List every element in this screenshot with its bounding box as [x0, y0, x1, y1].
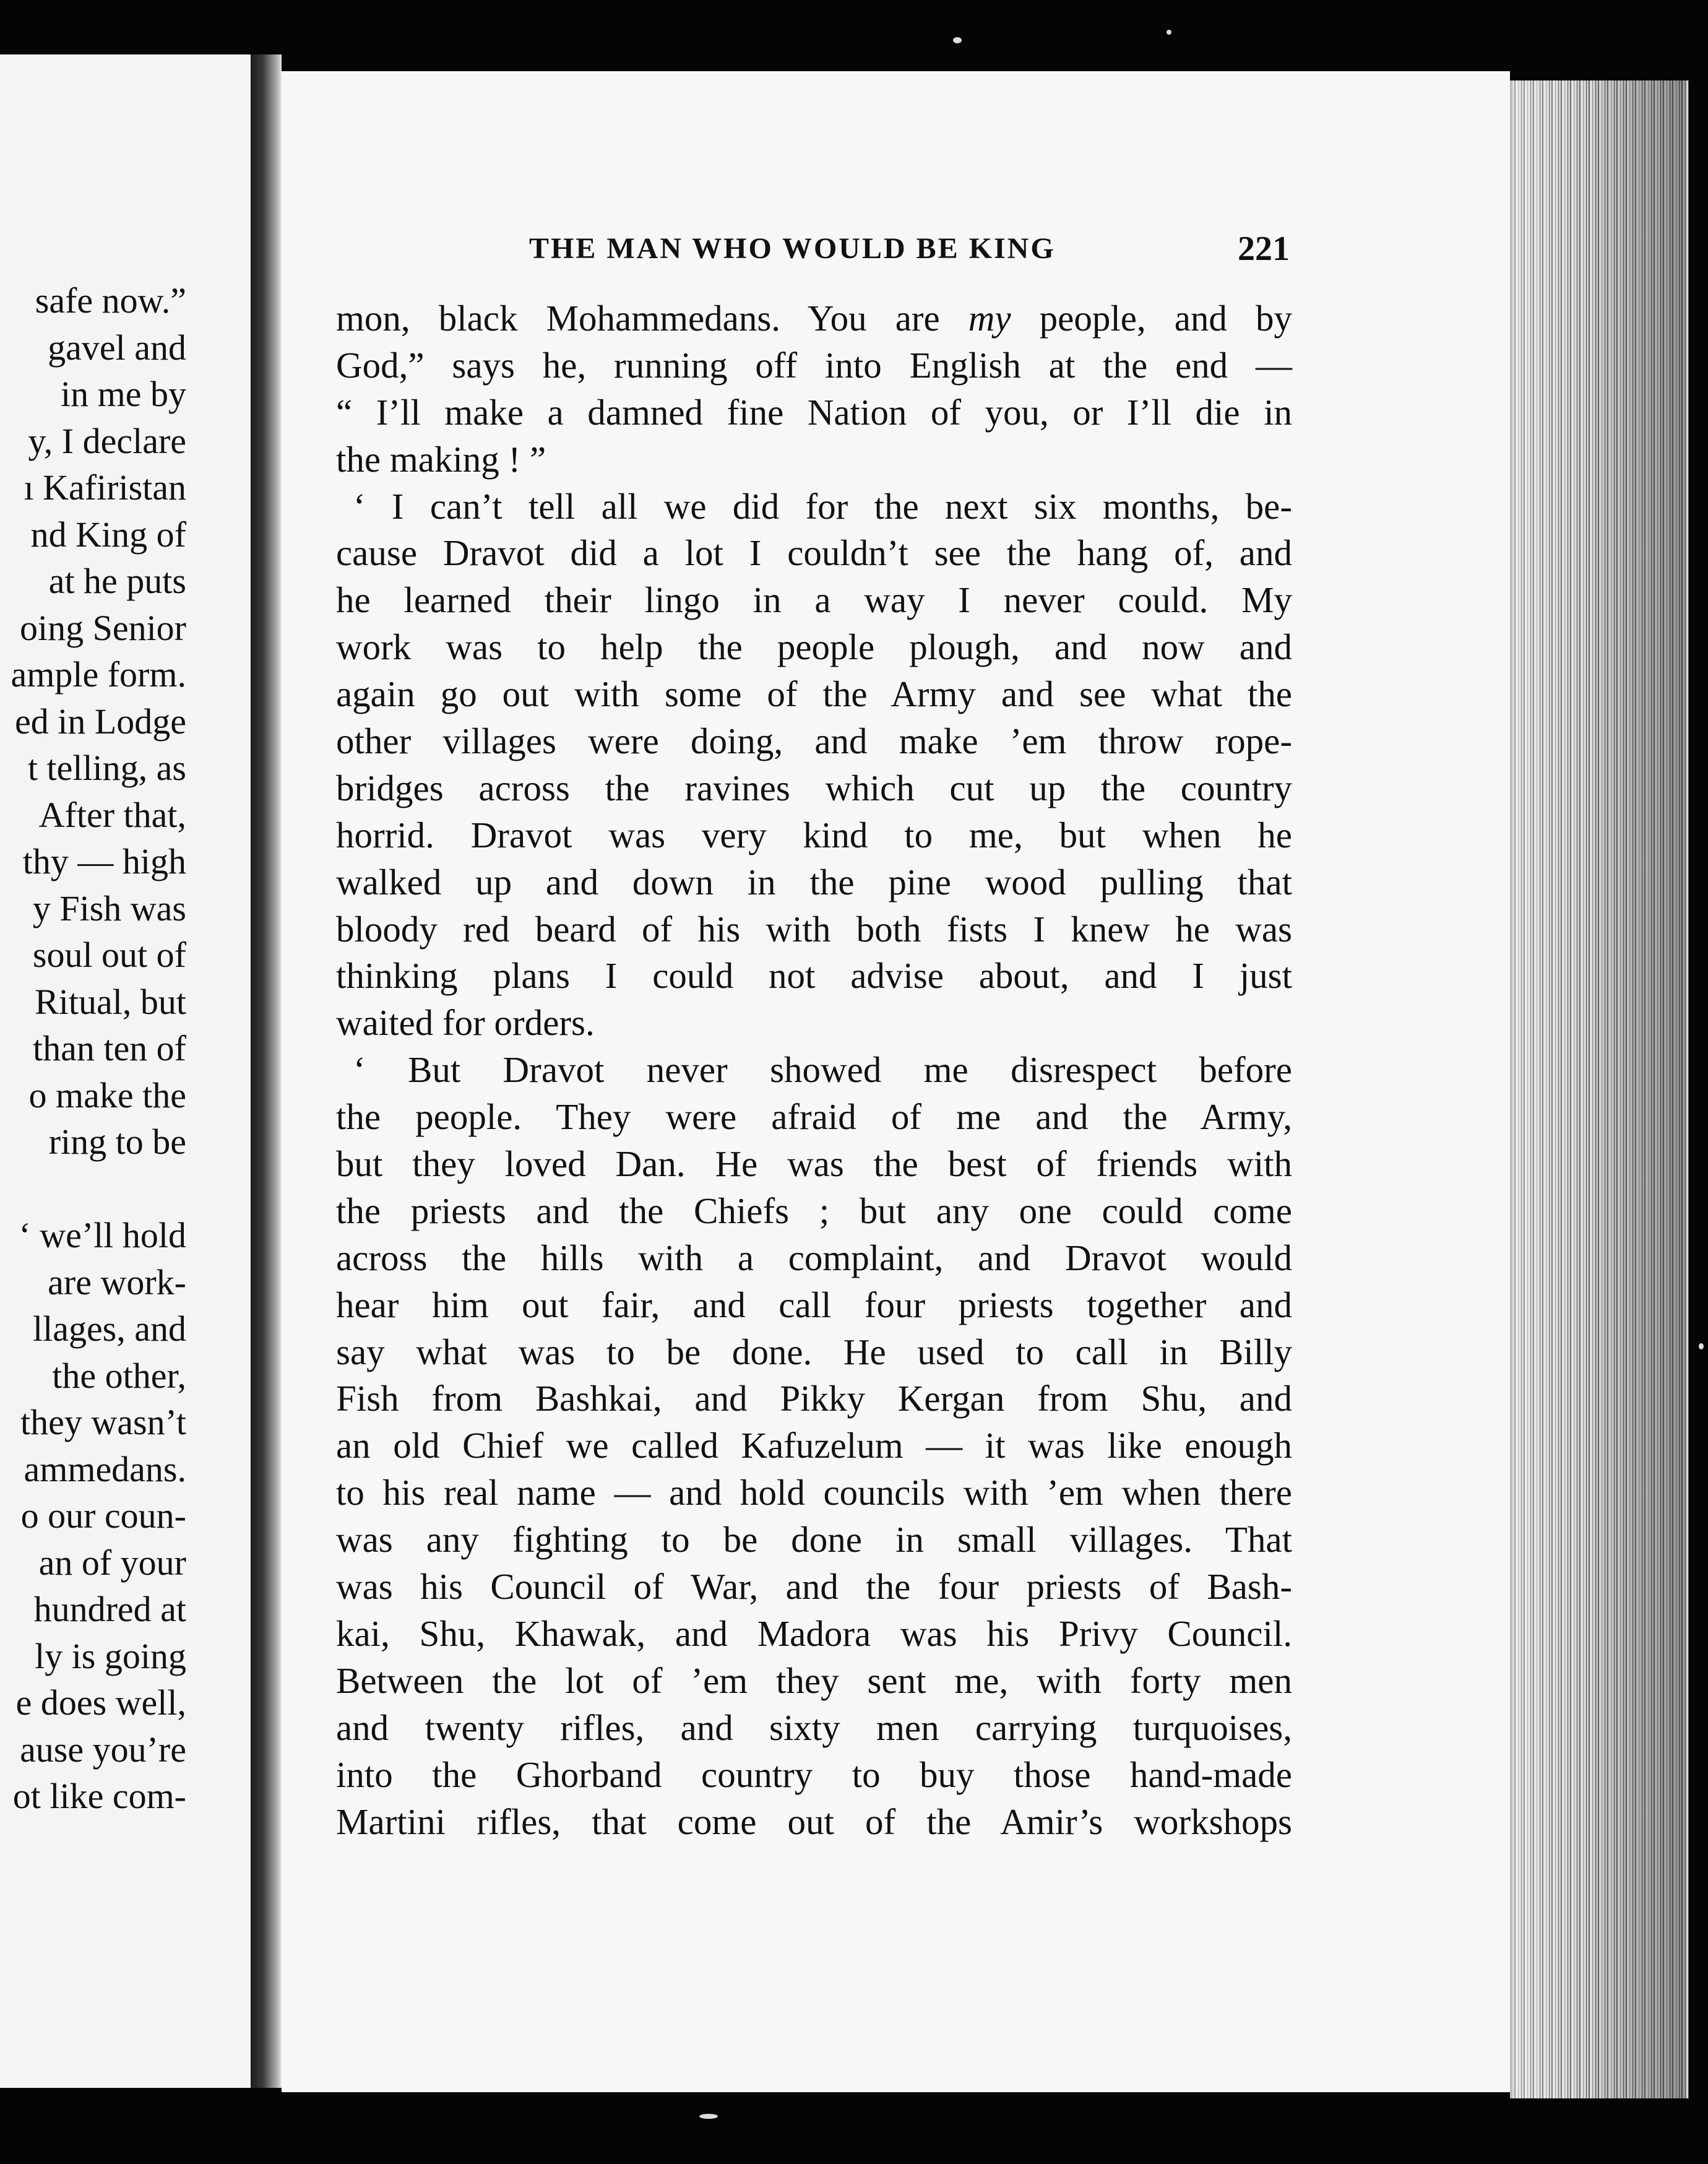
- page-number: 221: [1238, 230, 1290, 268]
- text-line: God,” says he, running off into English at the end —: [336, 344, 1292, 386]
- facing-line: y Fish was: [32, 888, 186, 928]
- text-line: across the hills with a complaint, and Dravot would: [336, 1237, 1292, 1278]
- facing-line: oing Senior: [19, 607, 186, 648]
- scan-speck: [699, 2114, 718, 2119]
- text-line: ‘ But Dravot never showed me disrespect before: [353, 1049, 1292, 1091]
- facing-page-text: [0, 277, 186, 1820]
- text-line: Between the lot of ’em they sent me, with forty men: [336, 1660, 1292, 1701]
- facing-line: ı Kafiristan: [24, 467, 186, 508]
- facing-line: hundred at: [33, 1589, 186, 1629]
- text-line: waited for orders.: [336, 1002, 595, 1044]
- facing-line: o our coun-: [20, 1495, 186, 1536]
- facing-line: ‘ we’ll hold: [19, 1215, 186, 1255]
- scan-speck: [953, 37, 962, 43]
- text-line: the priests and the Chiefs ; but any one could come: [336, 1190, 1292, 1231]
- text-line: and twenty rifles, and sixty men carrying turquoises,: [336, 1707, 1292, 1748]
- facing-line: an of your: [38, 1542, 186, 1583]
- text-line: was his Council of War, and the four priests of Bash-: [336, 1566, 1292, 1608]
- text-line: walked up and down in the pine wood pulling that: [336, 861, 1292, 902]
- facing-line: y, I declare: [28, 420, 186, 461]
- facing-line: safe now.”: [35, 280, 186, 321]
- text-line: cause Dravot did a lot I couldn’t see the hang of, and: [336, 532, 1292, 574]
- facing-line: in me by: [61, 374, 186, 414]
- facing-line: ed in Lodge: [14, 701, 186, 742]
- facing-line: nd King of: [30, 514, 186, 555]
- text-line: an old Chief we called Kafuzelum — it was like enough: [336, 1425, 1292, 1466]
- text-line: say what was to be done. He used to call in Billy: [336, 1331, 1292, 1372]
- text-line: again go out with some of the Army and see what the: [336, 673, 1292, 715]
- facing-line: than ten of: [32, 1028, 186, 1068]
- facing-line: ot like com-: [12, 1776, 186, 1816]
- text-line: other villages were doing, and make ’em throw rope-: [336, 721, 1292, 762]
- facing-line: ly is going: [35, 1635, 186, 1676]
- facing-line: llages, and: [32, 1309, 186, 1349]
- text-run: mon, black Mohammedans. You are: [336, 298, 968, 339]
- facing-line-blank: [0, 1166, 186, 1213]
- scan-speck: [1167, 30, 1171, 35]
- text-line: to his real name — and hold councils with ’em when there: [336, 1472, 1292, 1513]
- facing-page-left: [0, 54, 257, 2088]
- text-line: was any fighting to be done in small villages. That: [336, 1519, 1292, 1560]
- text-line: the making ! ”: [336, 438, 546, 480]
- text-line: bridges across the ravines which cut up the country: [336, 767, 1292, 808]
- text-line: the people. They were afraid of me and the Army,: [336, 1096, 1292, 1138]
- facing-line: soul out of: [32, 935, 186, 975]
- facing-line: t telling, as: [27, 748, 186, 788]
- facing-line: thy — high: [22, 841, 186, 881]
- emphasis-run: my: [968, 298, 1011, 339]
- text-line: Fish from Bashkai, and Pikky Kergan from Shu, and: [336, 1378, 1292, 1419]
- facing-line: Ritual, but: [35, 981, 186, 1022]
- facing-line: o make the: [28, 1075, 186, 1115]
- text-line: into the Ghorband country to buy those hand-made: [336, 1754, 1292, 1795]
- text-line: but they loved Dan. He was the best of friends with: [336, 1143, 1292, 1185]
- facing-line: ample form.: [11, 654, 186, 695]
- text-line: “ I’ll make a damned fine Nation of you, or I’ll die in: [336, 391, 1292, 433]
- facing-line: are work-: [48, 1262, 186, 1302]
- text-run: people, and by: [1011, 298, 1292, 339]
- text-line: Martini rifles, that come out of the Amir’s workshops: [336, 1801, 1292, 1842]
- facing-line: gavel and: [48, 327, 186, 368]
- text-line: hear him out fair, and call four priests together and: [336, 1284, 1292, 1325]
- text-line: kai, Shu, Khawak, and Madora was his Privy Council.: [336, 1612, 1292, 1654]
- book-gutter: [251, 54, 282, 2088]
- page-edges-shade: [1510, 80, 1686, 2098]
- text-line: [336, 295, 1292, 342]
- facing-line: e does well,: [15, 1682, 186, 1723]
- facing-line: ring to be: [48, 1122, 186, 1162]
- facing-line: at he puts: [48, 561, 186, 601]
- facing-line: After that,: [38, 794, 186, 835]
- facing-line: ause you’re: [20, 1729, 186, 1770]
- facing-line: ammedans.: [24, 1448, 186, 1489]
- page-body-text: [336, 295, 1292, 1845]
- text-line: ‘ I can’t tell all we did for the next six months, be-: [353, 485, 1292, 527]
- facing-line: they wasn’t: [20, 1402, 186, 1442]
- scan-speck: [1699, 1343, 1704, 1349]
- text-line: he learned their lingo in a way I never could. My: [336, 579, 1292, 621]
- text-line: thinking plans I could not advise about, and I just: [336, 955, 1292, 997]
- facing-line: the other,: [52, 1355, 186, 1396]
- text-line: bloody red beard of his with both fists I knew he was: [336, 908, 1292, 950]
- running-head: THE MAN WHO WOULD BE KING: [529, 232, 1056, 265]
- text-line: horrid. Dravot was very kind to me, but when he: [336, 814, 1292, 855]
- text-line: work was to help the people plough, and now and: [336, 626, 1292, 668]
